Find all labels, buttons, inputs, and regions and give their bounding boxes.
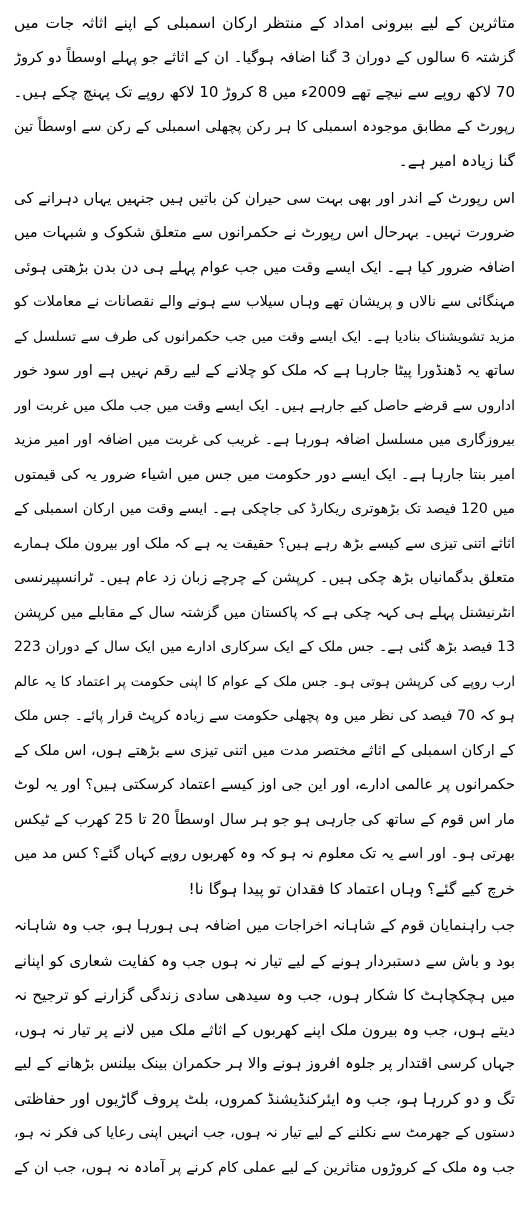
text-line: 13 فیصد بڑھ گئی ہے۔ جس ملک کے ایک سرکاری ادارے میں ایک سال کے دوران 223 — [14, 639, 515, 655]
text-line: تگ و دو کررہا ہو، جب وہ ایئرکنڈیشنڈ کمروں، بلٹ پروف گاڑیوں اور حفاظتی — [14, 1089, 515, 1108]
text-line: 70 لاکھ روپے سے نیچے تھے 2009ء میں 8 کروڑ 10 لاکھ روپے تک پہنچ چکے ہیں۔ — [14, 83, 515, 101]
text-line: جہاں کرسی اقتدار پر جلوہ افروز ہونے والا ہر حکمران بینک بیلنس بڑھانے کے لیے — [14, 1055, 515, 1072]
text-line: جب راہنمایان قوم کے شاہانہ اخراجات میں اضافہ ہی ہورہا ہو، جب وہ شاہانہ — [14, 917, 515, 934]
text-line: اضافہ ضرور کیا ہے۔ ایک ایسے وقت میں جب عوام پہلے ہی دن بدن بڑھتی ہوئی — [14, 258, 515, 276]
article-paragraph-3 — [14, 909, 515, 1185]
text-line: حکمرانوں پر عالمی ادارے، اور این جی اوز کیسے اعتماد کرسکتی ہیں؟ اور یہ لوٹ — [14, 776, 515, 793]
text-line: ساتھ یہ ڈھنڈورا پیٹا جارہا ہے کہ ملک کو چلانے کے لیے رقم نہیں ہے اور سود خور — [14, 362, 515, 379]
text-line: ہو کہ 70 فیصد کی نظر میں وہ پچھلی حکومت سے زیادہ کرپٹ قرار پائے۔ جس ملک — [14, 708, 515, 724]
text-line: ارب روپے کی کرپشن ہوتی ہو۔ جس ملک کے عوام کا اپنی حکومت پر اعتماد کا یہ عالم — [14, 673, 515, 690]
text-line: امیر بنتا جارہا ہے۔ ایک ایسے دور حکومت میں جس میں اشیاء ضرور یہ کی قیمتوں — [14, 466, 515, 483]
text-line: مزید تشویشناک بنادیا ہے۔ ایک ایسے وقت میں جب حکمرانوں کی طرف سے تسلسل کے — [14, 328, 515, 345]
text-line: رپورٹ کے مطابق موجودہ اسمبلی کا ہر رکن پچھلی اسمبلی کے رکن سے اوسطاً تین — [14, 118, 515, 135]
text-line: کے ارکان اسمبلی کے اثاثے مختصر مدت میں اتنی تیزی سے بڑھتے ہوں، اس ملک کے — [14, 741, 515, 759]
text-line: مہنگائی سے نالاں و پریشان تھے وہاں سیلاب سے ہونے والے نقصانات نے معاملات کو — [14, 294, 515, 310]
text-line: خرچ کیے گئے؟ وہاں اعتماد کا فقدان تو پیدا ہوگا نا! — [188, 879, 515, 898]
text-line: متعلق بدگمانیاں بڑھ چکی ہیں۔ کرپشن کے چرچے زبان زد عام ہیں۔ ٹرانسپیرنسی — [14, 569, 515, 586]
text-line: انٹرنیشنل پہلے ہی کہہ چکی ہے کہ پاکستان میں گزشتہ سال کے مقابلے میں کرپشن — [14, 604, 515, 621]
text-line: گزشتہ 6 سالوں کے دوران 3 گنا اضافہ ہوگیا۔ ان کے اثاثے جو پہلے اوسطاً دو کروڑ — [14, 48, 515, 66]
text-line: مار اس قوم کے ساتھ کی جارہی ہو جو ہر سال اوسطاً 20 تا 25 کھرب کے ٹیکس — [14, 810, 515, 828]
text-line: ضرورت نہیں۔ بہرحال اس رپورٹ نے حکمرانوں سے متعلق شکوک و شبہات میں — [14, 224, 515, 241]
article-paragraph-2 — [14, 182, 515, 907]
text-line: بھرتی ہو۔ اور اسے یہ تک معلوم نہ ہو کہ وہ کھربوں روپے کہاں گئے؟ کس مد میں — [14, 845, 515, 862]
text-line: گنا زیادہ امیر ہے۔ — [398, 152, 515, 170]
text-line: دستوں کے جھرمٹ سے نکلنے کے لیے تیار نہ ہوں، جب انہیں اپنی رعایا کی فکر نہ ہو، — [14, 1125, 515, 1141]
text-line: اثاثے اتنی تیزی سے کیسے بڑھ رہے ہیں؟ حقیقت یہ ہے کہ ملک اور بیرون ملک ہمارے — [14, 535, 515, 552]
text-line: اداروں سے قرضے حاصل کیے جارہے ہیں۔ ایک ایسے وقت میں جب ملک میں غربت اور — [14, 397, 515, 414]
text-line: متاثرین کے لیے بیرونی امداد کے منتظر ارکان اسمبلی کے اپنے اثاثہ جات میں — [14, 14, 515, 32]
text-line: جب وہ ملک کے کروڑوں متاثرین کے لیے عملی کام کرنے پر آمادہ نہ ہوں، جب ان کے — [14, 1159, 515, 1176]
text-line: بود و باش سے دستبردار ہونے کے لیے تیار نہ ہوں جب وہ کفایت شعاری کو اپنانے — [14, 951, 515, 970]
text-line: میں 120 فیصد تک بڑھوتری ریکارڈ کی جاچکی ہے۔ ایسے وقت میں ارکان اسمبلی کے — [14, 501, 515, 517]
text-line: بیروزگاری میں مسلسل اضافہ ہورہا ہے۔ غریب کی غربت میں اضافہ اور امیر مزید — [14, 432, 515, 448]
text-line: دیتے ہوں، جب وہ بیرون ملک اپنے کھربوں کے اثاثے ملک میں لانے پر تیار نہ ہوں، — [14, 1020, 515, 1039]
article-paragraph-1 — [14, 6, 515, 179]
text-line: اس رپورٹ کے اندر اور بھی بہت سی حیران کن باتیں ہیں جنہیں یہاں دہرانے کی — [14, 189, 515, 207]
text-line: میں ہچکچاہٹ کا شکار ہوں، جب وہ سیدھی سادی زندگی گزارنے کو ترجیح نہ — [14, 986, 515, 1004]
